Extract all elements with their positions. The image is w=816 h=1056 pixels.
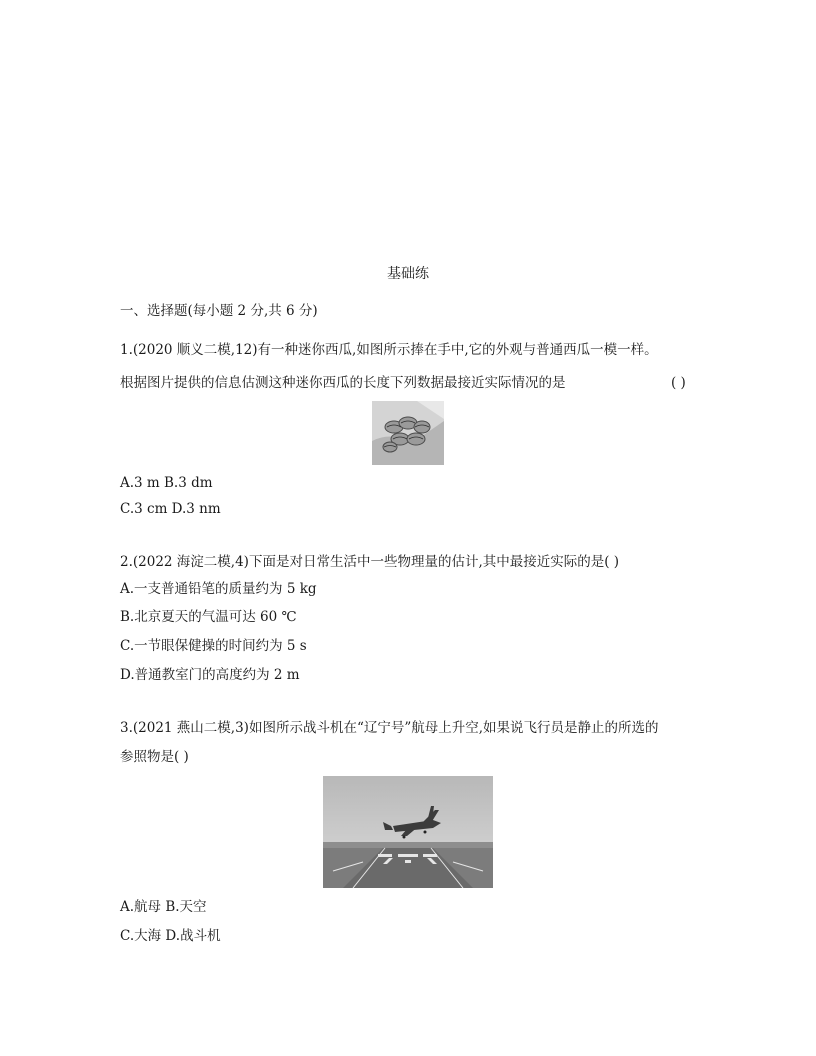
q2-option-a: A.一支普通铅笔的质量约为 5 kg xyxy=(120,581,317,597)
q3-stem-line2: 参照物是( ) xyxy=(120,749,189,765)
q3-options-row1: A.航母 B.天空 xyxy=(120,899,207,915)
q1-stem-line1: 1.(2020 顺义二模,12)有一种迷你西瓜,如图所示捧在手中,它的外观与普通西瓜一模一样。 xyxy=(120,342,658,358)
q1-answer-paren: ( ) xyxy=(671,375,686,391)
q1-stem-line2: 根据图片提供的信息估测这种迷你西瓜的长度下列数据最接近实际情况的是 xyxy=(120,375,566,391)
q1-options-row1: A.3 m B.3 dm xyxy=(120,475,213,491)
section-heading: 一、选择题(每小题 2 分,共 6 分) xyxy=(120,303,318,319)
q3-fighter-jet-image xyxy=(323,776,493,888)
q3-options-row2: C.大海 D.战斗机 xyxy=(120,928,221,944)
q1-mini-watermelon-image xyxy=(372,401,444,465)
q2-stem: 2.(2022 海淀二模,4)下面是对日常生活中一些物理量的估计,其中最接近实际的是( ) xyxy=(120,554,620,570)
q2-option-d: D.普通教室门的高度约为 2 m xyxy=(120,667,300,683)
q2-option-b: B.北京夏天的气温可达 60 ℃ xyxy=(120,609,297,625)
q2-option-c: C.一节眼保健操的时间约为 5 s xyxy=(120,638,307,654)
q1-options-row2: C.3 cm D.3 nm xyxy=(120,501,221,517)
q3-stem-line1: 3.(2021 燕山二模,3)如图所示战斗机在“辽宁号”航母上升空,如果说飞行员是静止的所选的 xyxy=(120,720,659,736)
page-title: 基础练 xyxy=(387,266,429,282)
